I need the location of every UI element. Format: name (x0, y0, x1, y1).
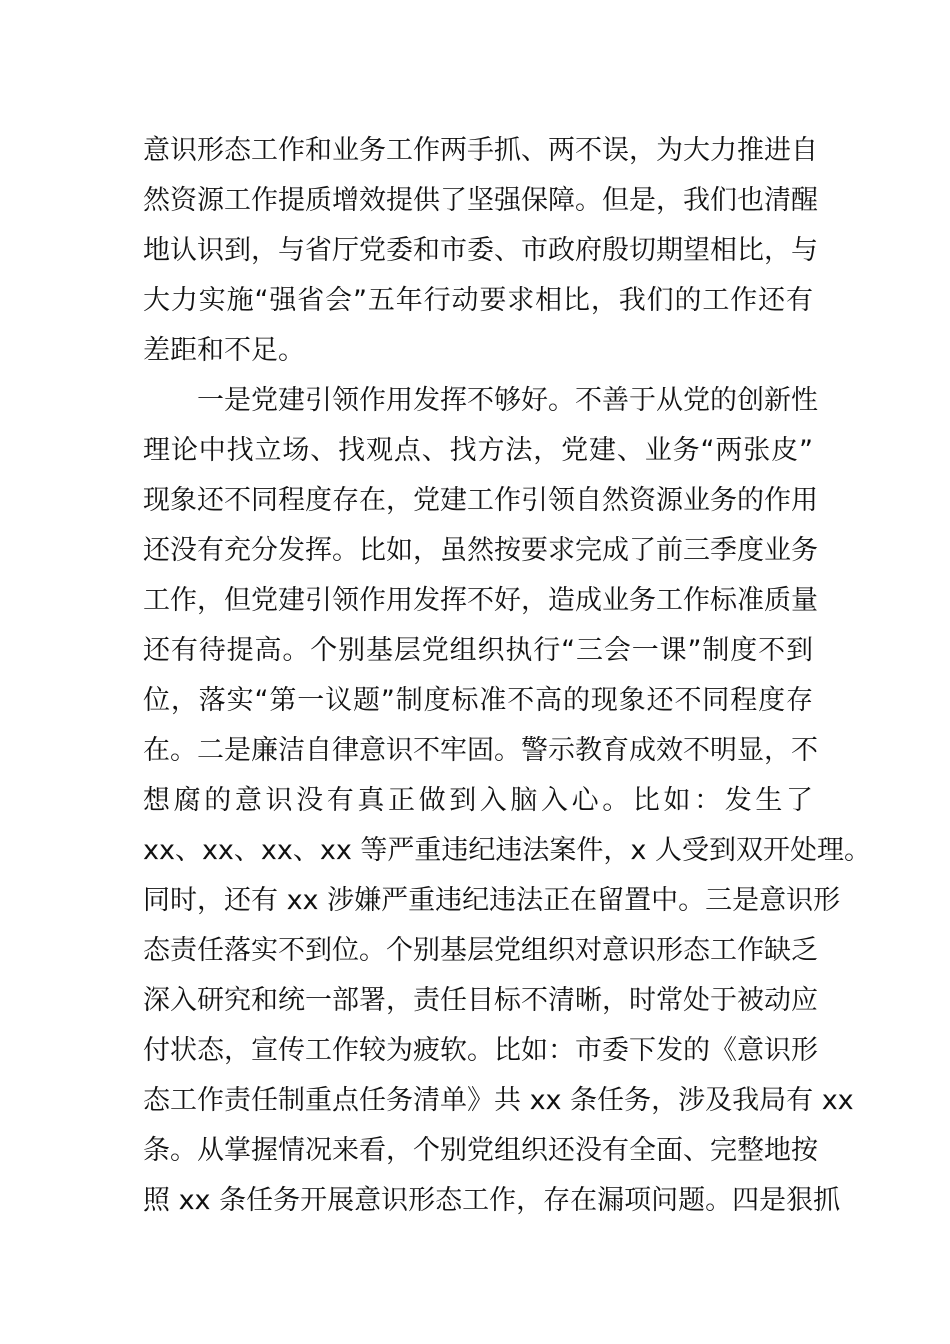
text-line: 大力实施“强省会”五年行动要求相比，我们的工作还有 (143, 285, 813, 316)
text-line: 想腐的意识没有真正做到入脑入心。比如：发生了 (143, 785, 813, 816)
text-line: 工作，但党建引领作用发挥不好，造成业务工作标准质量 (143, 585, 818, 616)
text-line: 差距和不足。 (143, 335, 305, 366)
text-line: 态责任落实不到位。个别基层党组织对意识形态工作缺乏 (143, 935, 818, 966)
text-line: 在。二是廉洁自律意识不牢固。警示教育成效不明显，不 (143, 735, 818, 766)
text-line: 然资源工作提质增效提供了坚强保障。但是，我们也清醒 (143, 185, 818, 216)
text-line: 深入研究和统一部署，责任目标不清晰，时常处于被动应 (143, 985, 818, 1016)
document-body (143, 126, 871, 1226)
text-line: 意识形态工作和业务工作两手抓、两不误，为大力推进自 (143, 135, 818, 166)
text-line: 付状态，宣传工作较为疲软。比如：市委下发的《意识形 (143, 1035, 818, 1066)
text-line: 地认识到，与省厅党委和市委、市政府殷切期望相比，与 (143, 235, 818, 266)
text-line: 一是党建引领作用发挥不够好。不善于从党的创新性 (197, 385, 818, 416)
text-line: 照 xx 条任务开展意识形态工作，存在漏项问题。四是狠抓 (143, 1185, 841, 1216)
text-line: 同时，还有 xx 涉嫌严重违纪违法正在留置中。三是意识形 (143, 885, 841, 916)
text-line: xx、xx、xx、xx 等严重违纪违法案件，x 人受到双开处理。 (143, 835, 871, 866)
text-line: 态工作责任制重点任务清单》共 xx 条任务，涉及我局有 xx (143, 1085, 854, 1116)
text-line: 理论中找立场、找观点、找方法，党建、业务“两张皮” (143, 435, 813, 466)
text-line: 条。从掌握情况来看，个别党组织还没有全面、完整地按 (143, 1135, 818, 1166)
text-line: 现象还不同程度存在，党建工作引领自然资源业务的作用 (143, 485, 818, 516)
text-line: 还有待提高。个别基层党组织执行“三会一课”制度不到 (143, 635, 813, 666)
text-line: 还没有充分发挥。比如，虽然按要求完成了前三季度业务 (143, 535, 818, 566)
text-line: 位，落实“第一议题”制度标准不高的现象还不同程度存 (143, 685, 813, 716)
